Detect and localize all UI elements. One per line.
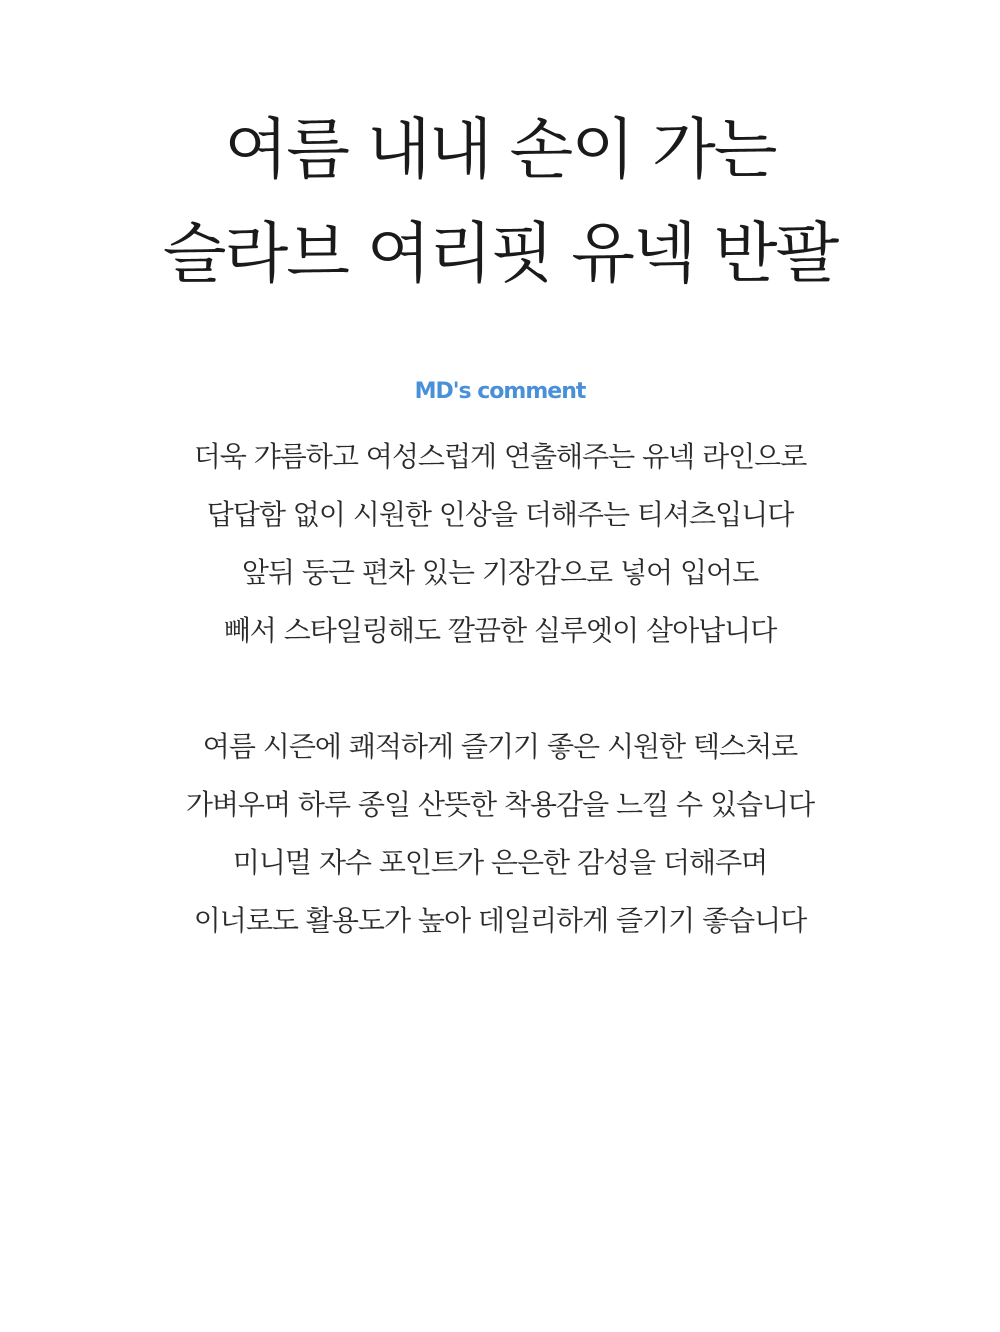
- comment-line: 가벼우며 하루 종일 산뜻한 착용감을 느낄 수 있습니다: [185, 788, 815, 821]
- comment-line: 더욱 갸름하고 여성스럽게 연출해주는 유넥 라인으로: [193, 440, 807, 473]
- headline-line-1: 여름 내내 손이 가는: [224, 111, 776, 188]
- headline-line-2: 슬라브 여리핏 유넥 반팔: [162, 215, 838, 292]
- comment-paragraph-1: [0, 428, 1000, 660]
- md-comment-label: MD's comment: [414, 379, 586, 404]
- comment-line: 답답함 없이 시원한 인상을 더해주는 티셔츠입니다: [206, 498, 794, 531]
- comment-line: 앞뒤 둥근 편차 있는 기장감으로 넣어 입어도: [241, 556, 759, 589]
- comment-line: 여름 시즌에 쾌적하게 즐기기 좋은 시원한 텍스처로: [202, 730, 798, 763]
- comment-paragraph-2: [0, 718, 1000, 950]
- comment-line: 이너로도 활용도가 높아 데일리하게 즐기기 좋습니다: [193, 904, 807, 937]
- comment-line: 미니멀 자수 포인트가 은은한 감성을 더해주며: [232, 846, 768, 879]
- headline: [0, 98, 1000, 306]
- comment-line: 빼서 스타일링해도 깔끔한 실루엣이 살아납니다: [223, 614, 777, 647]
